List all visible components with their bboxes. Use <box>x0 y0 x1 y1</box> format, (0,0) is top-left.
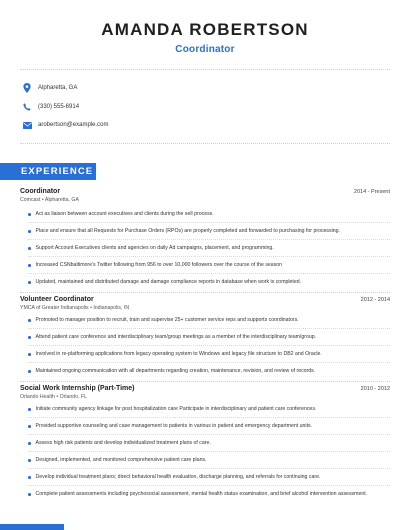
next-section-heading-bar <box>0 524 64 530</box>
job-company-line: Orlando Health • Orlando, FL <box>20 394 88 400</box>
candidate-title: Coordinator <box>175 44 235 55</box>
bullet-divider <box>28 451 390 452</box>
resume-header <box>0 0 410 55</box>
job-company: Comcast <box>20 197 41 203</box>
experience-list <box>0 188 410 498</box>
bullet-divider <box>28 362 390 363</box>
job-dates: 2012 - 2014 <box>360 297 390 303</box>
bullet-divider <box>28 485 390 486</box>
bullet-dot-icon <box>28 281 31 284</box>
bullet-dot-icon <box>28 213 31 216</box>
bullet-dot-icon <box>28 442 31 445</box>
job-title: Coordinator <box>20 188 61 195</box>
job-title: Volunteer Coordinator <box>20 296 94 303</box>
bullet-item: Assess high risk patients and develop individualized treatment plans of care. <box>20 440 390 447</box>
bullet-dot-icon <box>28 425 31 428</box>
contact-email <box>22 116 410 134</box>
bullet-item: Promoted to manager position to recruit, train and supervise 25+ customer service reps and supports coordinators. <box>20 317 390 324</box>
bullet-item: Complete patient assessments including psychosocial assessment, mental health status examination, and brief alcohol intervention assessment. <box>20 491 390 498</box>
bullet-item: Designed, implemented, and monitored comprehensive patient care plans. <box>20 457 390 464</box>
bullet-item: Updated, maintained and distributed damage and damage compliance reports in database when work is completed. <box>20 279 390 286</box>
bullet-divider <box>28 345 390 346</box>
job-bullets <box>20 406 390 498</box>
bullet-divider <box>28 434 390 435</box>
job-divider <box>20 381 390 382</box>
bullet-dot-icon <box>28 247 31 250</box>
job-company: Orlando Health <box>20 394 55 400</box>
bullet-divider <box>28 256 390 257</box>
candidate-name: AMANDA ROBERTSON <box>101 20 309 39</box>
job-entry <box>0 296 410 375</box>
bullet-item: Provided supportive counseling and case management to patients in various in patient and emergency department units. <box>20 423 390 430</box>
bullet-dot-icon <box>28 459 31 462</box>
job-bullets <box>20 317 390 375</box>
bullet-divider <box>28 222 390 223</box>
bullet-dot-icon <box>28 476 31 479</box>
job-bullets <box>20 211 390 286</box>
contact-info <box>0 70 410 143</box>
bullet-item: Involved in re-platforming applications from legacy operating system to Windows and legacy file structure to DB2 and Oracle. <box>20 351 390 358</box>
email-icon <box>22 120 32 130</box>
job-company-line: Comcast • Alpharetta, GA <box>20 197 79 203</box>
bullet-dot-icon <box>28 353 31 356</box>
bullet-divider <box>28 273 390 274</box>
bullet-divider <box>28 239 390 240</box>
bullet-dot-icon <box>28 336 31 339</box>
bullet-item: Attend patient care conference and interdisciplinary team/group meetings as a member of the interdisciplinary team/group. <box>20 334 390 341</box>
job-location: Indianapolis, IN <box>93 305 130 311</box>
bullet-dot-icon <box>28 264 31 267</box>
job-dates: 2010 - 2012 <box>360 386 390 392</box>
location-pin-icon <box>22 83 32 93</box>
job-title: Social Work Internship (Part-Time) <box>20 385 135 392</box>
bullet-dot-icon <box>28 370 31 373</box>
job-entry <box>0 385 410 498</box>
job-location: Orlando, FL <box>59 394 88 400</box>
job-location: Alpharetta, GA <box>44 197 79 203</box>
job-company-line: YMCA of Greater Indianapolis • Indianapolis, IN <box>20 305 130 311</box>
bullet-dot-icon <box>28 408 31 411</box>
bullet-dot-icon <box>28 230 31 233</box>
job-divider <box>20 292 390 293</box>
bullet-item: Increased CSNbaltimore's Twitter following from 956 to over 10,000 followers over the course of the season <box>20 262 390 269</box>
experience-heading: EXPERIENCE <box>0 163 96 180</box>
phone-text: (330) 555-6914 <box>38 103 80 110</box>
job-entry <box>0 188 410 286</box>
contact-phone <box>22 98 410 116</box>
job-dates: 2014 - Present <box>353 189 390 195</box>
email-text: arobertson@example.com <box>38 122 109 128</box>
bullet-dot-icon <box>28 319 31 322</box>
bullet-item: Support Account Executives clients and agencies on daily Ad campaigns, placement, and programming. <box>20 245 390 252</box>
contact-location <box>22 79 410 97</box>
bullet-item: Develop individual treatment plans; direct behavioral health evaluation, discharge planning, and referrals for continuing care. <box>20 474 390 481</box>
bullet-item: Place and ensure that all Requests for Purchase Orders (RPOs) are properly completed and forwarded to purchasing for processing. <box>20 228 390 235</box>
location-text: Alpharetta, GA <box>38 85 78 91</box>
bullet-divider <box>28 468 390 469</box>
contact-divider <box>20 143 390 144</box>
bullet-dot-icon <box>28 493 31 496</box>
bullet-divider <box>28 417 390 418</box>
bullet-item: Initiate community agency linkage for post hospitalization care Participate in interdisciplinary and patient care conferences. <box>20 406 390 413</box>
bullet-item: Act as liaison between account executives and clients during the sell process. <box>20 211 390 218</box>
bullet-item: Maintained ongoing communication with all departments regarding creation, maintenance, revision, and review of records. <box>20 368 390 375</box>
job-company: YMCA of Greater Indianapolis <box>20 305 89 311</box>
phone-icon <box>22 102 32 112</box>
bullet-divider <box>28 328 390 329</box>
